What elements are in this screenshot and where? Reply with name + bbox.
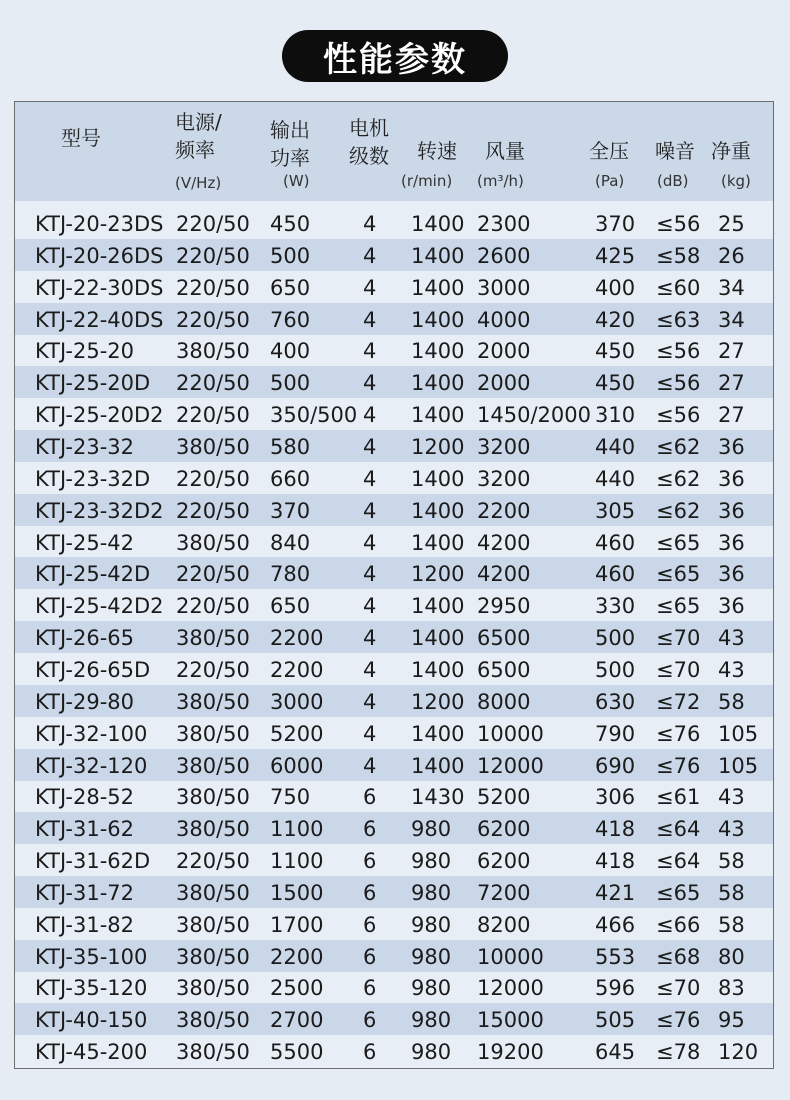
- cell-motor-poles: 4: [363, 689, 377, 714]
- cell-noise: ≤65: [656, 562, 701, 587]
- cell-model: KTJ-23-32D: [35, 466, 151, 491]
- cell-output-power: 400: [270, 339, 311, 364]
- cell-noise: ≤56: [656, 339, 701, 364]
- cell-output-power: 2500: [270, 976, 324, 1001]
- table-row: [15, 940, 773, 972]
- cell-weight: 58: [718, 880, 745, 905]
- cell-model: KTJ-25-20: [35, 339, 135, 364]
- cell-pressure: 466: [595, 912, 636, 937]
- cell-power-source: 220/50: [176, 594, 250, 619]
- cell-speed: 1400: [411, 657, 465, 682]
- cell-motor-poles: 4: [363, 657, 377, 682]
- cell-power-source: 220/50: [176, 275, 250, 300]
- cell-speed: 1400: [411, 339, 465, 364]
- cell-weight: 34: [718, 275, 745, 300]
- cell-motor-poles: 4: [363, 339, 377, 364]
- cell-output-power: 6000: [270, 753, 324, 778]
- cell-speed: 980: [411, 880, 452, 905]
- cell-weight: 43: [718, 817, 745, 842]
- cell-model: KTJ-25-20D2: [35, 403, 164, 428]
- table-row: [15, 303, 773, 335]
- cell-motor-poles: 4: [363, 498, 377, 523]
- cell-pressure: 440: [595, 466, 636, 491]
- cell-pressure: 440: [595, 435, 636, 459]
- table-row: [15, 366, 773, 398]
- cell-motor-poles: 6: [363, 1040, 377, 1065]
- cell-speed: 1400: [411, 275, 465, 300]
- table-row: [15, 557, 773, 589]
- cell-airflow: 12000: [477, 976, 544, 1001]
- cell-power-source: 220/50: [176, 212, 250, 236]
- cell-pressure: 418: [595, 849, 636, 873]
- cell-model: KTJ-32-100: [35, 721, 148, 746]
- cell-weight: 36: [718, 562, 745, 587]
- table-row: [15, 971, 773, 1003]
- cell-power-source: 220/50: [176, 849, 250, 873]
- cell-model: KTJ-23-32: [35, 435, 135, 459]
- cell-motor-poles: 4: [363, 594, 377, 619]
- header-weight: 净重: [711, 139, 751, 163]
- cell-model: KTJ-22-40DS: [35, 307, 164, 332]
- cell-airflow: 5200: [477, 785, 531, 810]
- cell-weight: 27: [718, 403, 745, 428]
- cell-pressure: 420: [595, 307, 636, 332]
- cell-airflow: 1450/2000: [477, 403, 591, 428]
- header-pressure-unit: (Pa): [595, 172, 625, 190]
- table-row: [15, 876, 773, 908]
- cell-model: KTJ-35-120: [35, 976, 148, 1001]
- cell-power-source: 380/50: [176, 530, 250, 555]
- cell-motor-poles: 4: [363, 403, 377, 428]
- header-noise: 噪音: [655, 139, 695, 163]
- cell-noise: ≤76: [656, 721, 701, 746]
- cell-motor-poles: 6: [363, 849, 377, 873]
- cell-power-source: 220/50: [176, 243, 250, 268]
- cell-model: KTJ-23-32D2: [35, 498, 164, 523]
- header-pressure: 全压: [589, 139, 629, 163]
- cell-airflow: 3000: [477, 275, 531, 300]
- cell-model: KTJ-35-100: [35, 944, 148, 969]
- cell-output-power: 2200: [270, 657, 324, 682]
- cell-speed: 1400: [411, 498, 465, 523]
- cell-power-source: 380/50: [176, 976, 250, 1001]
- cell-noise: ≤70: [656, 976, 701, 1001]
- cell-weight: 58: [718, 689, 745, 714]
- cell-noise: ≤61: [656, 785, 701, 810]
- cell-power-source: 380/50: [176, 721, 250, 746]
- cell-airflow: 19200: [477, 1040, 544, 1065]
- cell-motor-poles: 4: [363, 371, 377, 396]
- cell-motor-poles: 4: [363, 275, 377, 300]
- table-row: [15, 494, 773, 526]
- cell-pressure: 306: [595, 785, 636, 810]
- cell-power-source: 380/50: [176, 626, 250, 650]
- cell-airflow: 2300: [477, 212, 531, 236]
- cell-motor-poles: 4: [363, 212, 377, 236]
- cell-airflow: 8200: [477, 912, 531, 937]
- header-airflow-unit: (m³/h): [477, 172, 524, 190]
- cell-output-power: 2200: [270, 944, 324, 969]
- cell-weight: 105: [718, 721, 759, 746]
- cell-speed: 1400: [411, 371, 465, 396]
- cell-speed: 1430: [411, 785, 465, 810]
- cell-motor-poles: 4: [363, 753, 377, 778]
- cell-weight: 26: [718, 243, 745, 268]
- header-model: 型号: [61, 126, 101, 150]
- cell-pressure: 450: [595, 371, 636, 396]
- table-header: [15, 102, 773, 201]
- cell-speed: 1400: [411, 243, 465, 268]
- cell-weight: 27: [718, 371, 745, 396]
- cell-pressure: 418: [595, 817, 636, 842]
- cell-weight: 36: [718, 498, 745, 523]
- cell-power-source: 220/50: [176, 403, 250, 428]
- cell-noise: ≤72: [656, 689, 701, 714]
- cell-airflow: 12000: [477, 753, 544, 778]
- cell-pressure: 450: [595, 339, 636, 364]
- cell-weight: 83: [718, 976, 745, 1001]
- cell-output-power: 1100: [270, 849, 324, 873]
- cell-model: KTJ-45-200: [35, 1040, 148, 1065]
- cell-motor-poles: 4: [363, 243, 377, 268]
- cell-airflow: 2000: [477, 371, 531, 396]
- cell-power-source: 220/50: [176, 498, 250, 523]
- cell-model: KTJ-25-42D2: [35, 594, 164, 619]
- cell-noise: ≤56: [656, 212, 701, 236]
- cell-noise: ≤65: [656, 880, 701, 905]
- cell-noise: ≤64: [656, 849, 701, 873]
- cell-noise: ≤70: [656, 657, 701, 682]
- cell-model: KTJ-25-20D: [35, 371, 151, 396]
- cell-motor-poles: 4: [363, 721, 377, 746]
- cell-airflow: 15000: [477, 1008, 544, 1033]
- table-row: [15, 1003, 773, 1035]
- cell-speed: 980: [411, 944, 452, 969]
- cell-pressure: 630: [595, 689, 636, 714]
- cell-weight: 43: [718, 626, 745, 650]
- cell-noise: ≤62: [656, 466, 701, 491]
- header-weight-unit: (kg): [721, 172, 751, 190]
- cell-model: KTJ-28-52: [35, 785, 135, 810]
- table-row: [15, 780, 773, 812]
- cell-output-power: 580: [270, 435, 311, 459]
- table-row: [15, 589, 773, 621]
- cell-model: KTJ-31-62: [35, 817, 135, 842]
- cell-speed: 1400: [411, 753, 465, 778]
- cell-output-power: 750: [270, 785, 311, 810]
- cell-speed: 980: [411, 817, 452, 842]
- cell-motor-poles: 4: [363, 466, 377, 491]
- cell-speed: 1200: [411, 435, 465, 459]
- cell-pressure: 596: [595, 976, 636, 1001]
- cell-model: KTJ-29-80: [35, 689, 135, 714]
- cell-weight: 36: [718, 466, 745, 491]
- cell-airflow: 2950: [477, 594, 531, 619]
- cell-output-power: 650: [270, 275, 311, 300]
- cell-power-source: 220/50: [176, 657, 250, 682]
- cell-motor-poles: 6: [363, 944, 377, 969]
- cell-airflow: 6200: [477, 849, 531, 873]
- cell-pressure: 400: [595, 275, 636, 300]
- cell-speed: 980: [411, 976, 452, 1001]
- table-row: [15, 749, 773, 781]
- cell-noise: ≤64: [656, 817, 701, 842]
- cell-airflow: 2000: [477, 339, 531, 364]
- header-output-power-unit: (W): [283, 172, 310, 190]
- header-output-power-line1: 输出: [270, 118, 310, 142]
- cell-noise: ≤62: [656, 498, 701, 523]
- header-noise-unit: (dB): [657, 172, 689, 190]
- table-row: [15, 1035, 773, 1067]
- cell-speed: 980: [411, 849, 452, 873]
- table-row: [15, 621, 773, 653]
- cell-power-source: 220/50: [176, 562, 250, 587]
- header-output-power-line2: 功率: [270, 146, 310, 170]
- cell-airflow: 6200: [477, 817, 531, 842]
- cell-noise: ≤70: [656, 626, 701, 650]
- cell-noise: ≤68: [656, 944, 701, 969]
- cell-airflow: 4000: [477, 307, 531, 332]
- cell-speed: 1400: [411, 466, 465, 491]
- cell-model: KTJ-22-30DS: [35, 275, 164, 300]
- table-row: [15, 398, 773, 430]
- header-power-source-line2: 频率: [175, 138, 215, 162]
- cell-airflow: 10000: [477, 944, 544, 969]
- table-row: [15, 271, 773, 303]
- cell-noise: ≤65: [656, 530, 701, 555]
- cell-output-power: 370: [270, 498, 311, 523]
- cell-output-power: 1100: [270, 817, 324, 842]
- cell-output-power: 500: [270, 371, 311, 396]
- header-power-source-unit: (V/Hz): [175, 174, 222, 192]
- cell-output-power: 660: [270, 466, 311, 491]
- cell-pressure: 790: [595, 721, 636, 746]
- table-row: [15, 653, 773, 685]
- header-motor-poles-line2: 级数: [349, 144, 389, 168]
- cell-noise: ≤76: [656, 753, 701, 778]
- table-row: [15, 462, 773, 494]
- table-row: [15, 844, 773, 876]
- cell-pressure: 500: [595, 626, 636, 650]
- cell-power-source: 380/50: [176, 880, 250, 905]
- cell-model: KTJ-31-62D: [35, 849, 151, 873]
- cell-power-source: 380/50: [176, 435, 250, 459]
- cell-output-power: 760: [270, 307, 311, 332]
- cell-model: KTJ-32-120: [35, 753, 148, 778]
- cell-motor-poles: 6: [363, 817, 377, 842]
- cell-airflow: 7200: [477, 880, 531, 905]
- cell-output-power: 3000: [270, 689, 324, 714]
- cell-airflow: 3200: [477, 435, 531, 459]
- cell-noise: ≤76: [656, 1008, 701, 1033]
- cell-noise: ≤58: [656, 243, 701, 268]
- cell-output-power: 1500: [270, 880, 324, 905]
- cell-power-source: 220/50: [176, 307, 250, 332]
- cell-weight: 34: [718, 307, 745, 332]
- cell-motor-poles: 4: [363, 626, 377, 650]
- cell-weight: 58: [718, 912, 745, 937]
- cell-output-power: 840: [270, 530, 311, 555]
- header-speed-unit: (r/min): [401, 172, 453, 190]
- cell-model: KTJ-20-23DS: [35, 212, 164, 236]
- cell-pressure: 505: [595, 1008, 636, 1033]
- cell-power-source: 220/50: [176, 466, 250, 491]
- cell-pressure: 645: [595, 1040, 636, 1065]
- table-row: [15, 908, 773, 940]
- cell-weight: 36: [718, 594, 745, 619]
- cell-motor-poles: 6: [363, 880, 377, 905]
- cell-model: KTJ-31-82: [35, 912, 135, 937]
- cell-output-power: 1700: [270, 912, 324, 937]
- cell-power-source: 380/50: [176, 912, 250, 937]
- cell-motor-poles: 4: [363, 530, 377, 555]
- cell-pressure: 330: [595, 594, 636, 619]
- table-row: [15, 812, 773, 844]
- cell-model: KTJ-40-150: [35, 1008, 148, 1033]
- cell-weight: 120: [718, 1040, 759, 1065]
- cell-speed: 1400: [411, 212, 465, 236]
- cell-pressure: 553: [595, 944, 636, 969]
- cell-power-source: 380/50: [176, 817, 250, 842]
- cell-airflow: 8000: [477, 689, 531, 714]
- cell-weight: 27: [718, 339, 745, 364]
- cell-pressure: 460: [595, 562, 636, 587]
- cell-pressure: 425: [595, 243, 636, 268]
- cell-motor-poles: 4: [363, 435, 377, 459]
- cell-output-power: 450: [270, 212, 311, 236]
- cell-output-power: 350/500: [270, 403, 358, 428]
- cell-power-source: 380/50: [176, 339, 250, 364]
- cell-power-source: 380/50: [176, 944, 250, 969]
- header-airflow: 风量: [485, 139, 525, 163]
- cell-speed: 1400: [411, 594, 465, 619]
- cell-pressure: 460: [595, 530, 636, 555]
- cell-motor-poles: 4: [363, 307, 377, 332]
- cell-noise: ≤60: [656, 275, 701, 300]
- cell-pressure: 305: [595, 498, 636, 523]
- cell-model: KTJ-20-26DS: [35, 243, 164, 268]
- cell-airflow: 3200: [477, 466, 531, 491]
- cell-pressure: 690: [595, 753, 636, 778]
- cell-speed: 1400: [411, 530, 465, 555]
- cell-motor-poles: 6: [363, 976, 377, 1001]
- cell-speed: 1400: [411, 307, 465, 332]
- cell-speed: 1400: [411, 403, 465, 428]
- cell-model: KTJ-26-65: [35, 626, 135, 650]
- cell-pressure: 421: [595, 880, 636, 905]
- cell-model: KTJ-31-72: [35, 880, 135, 905]
- cell-output-power: 780: [270, 562, 311, 587]
- cell-pressure: 310: [595, 403, 636, 428]
- cell-model: KTJ-25-42: [35, 530, 135, 555]
- cell-model: KTJ-25-42D: [35, 562, 151, 587]
- cell-noise: ≤56: [656, 403, 701, 428]
- cell-speed: 1200: [411, 689, 465, 714]
- cell-weight: 25: [718, 212, 745, 236]
- cell-output-power: 2200: [270, 626, 324, 650]
- cell-airflow: 6500: [477, 626, 531, 650]
- cell-noise: ≤56: [656, 371, 701, 396]
- header-power-source-line1: 电源/: [175, 110, 222, 134]
- cell-speed: 1400: [411, 626, 465, 650]
- cell-speed: 980: [411, 1040, 452, 1065]
- cell-output-power: 2700: [270, 1008, 324, 1033]
- table-row: [15, 717, 773, 749]
- cell-output-power: 5500: [270, 1040, 324, 1065]
- table-row: [15, 526, 773, 558]
- cell-power-source: 220/50: [176, 371, 250, 396]
- table-row: [15, 334, 773, 366]
- cell-noise: ≤65: [656, 594, 701, 619]
- cell-noise: ≤66: [656, 912, 701, 937]
- cell-motor-poles: 6: [363, 1008, 377, 1033]
- performance-table: [14, 101, 774, 1069]
- cell-speed: 980: [411, 912, 452, 937]
- cell-airflow: 2600: [477, 243, 531, 268]
- header-motor-poles-line1: 电机: [349, 116, 389, 140]
- cell-power-source: 380/50: [176, 753, 250, 778]
- cell-speed: 1400: [411, 721, 465, 746]
- cell-weight: 105: [718, 753, 759, 778]
- cell-airflow: 2200: [477, 498, 531, 523]
- cell-power-source: 380/50: [176, 1040, 250, 1065]
- cell-weight: 95: [718, 1008, 745, 1033]
- header-speed: 转速: [417, 139, 457, 163]
- cell-power-source: 380/50: [176, 689, 250, 714]
- table-row: [15, 207, 773, 239]
- cell-noise: ≤62: [656, 435, 701, 459]
- cell-airflow: 6500: [477, 657, 531, 682]
- cell-weight: 36: [718, 435, 745, 459]
- cell-pressure: 370: [595, 212, 636, 236]
- cell-output-power: 5200: [270, 721, 324, 746]
- cell-output-power: 650: [270, 594, 311, 619]
- page-title: 性能参数: [282, 30, 508, 82]
- cell-airflow: 10000: [477, 721, 544, 746]
- cell-motor-poles: 6: [363, 785, 377, 810]
- cell-power-source: 380/50: [176, 785, 250, 810]
- cell-weight: 43: [718, 657, 745, 682]
- table-row: [15, 430, 773, 462]
- cell-airflow: 4200: [477, 530, 531, 555]
- cell-weight: 80: [718, 944, 745, 969]
- cell-weight: 36: [718, 530, 745, 555]
- cell-output-power: 500: [270, 243, 311, 268]
- cell-model: KTJ-26-65D: [35, 657, 151, 682]
- table-row: [15, 239, 773, 271]
- cell-speed: 980: [411, 1008, 452, 1033]
- cell-noise: ≤78: [656, 1040, 701, 1065]
- cell-pressure: 500: [595, 657, 636, 682]
- cell-weight: 43: [718, 785, 745, 810]
- cell-motor-poles: 6: [363, 912, 377, 937]
- cell-airflow: 4200: [477, 562, 531, 587]
- cell-motor-poles: 4: [363, 562, 377, 587]
- cell-speed: 1200: [411, 562, 465, 587]
- cell-noise: ≤63: [656, 307, 701, 332]
- table-row: [15, 685, 773, 717]
- cell-power-source: 380/50: [176, 1008, 250, 1033]
- cell-weight: 58: [718, 849, 745, 873]
